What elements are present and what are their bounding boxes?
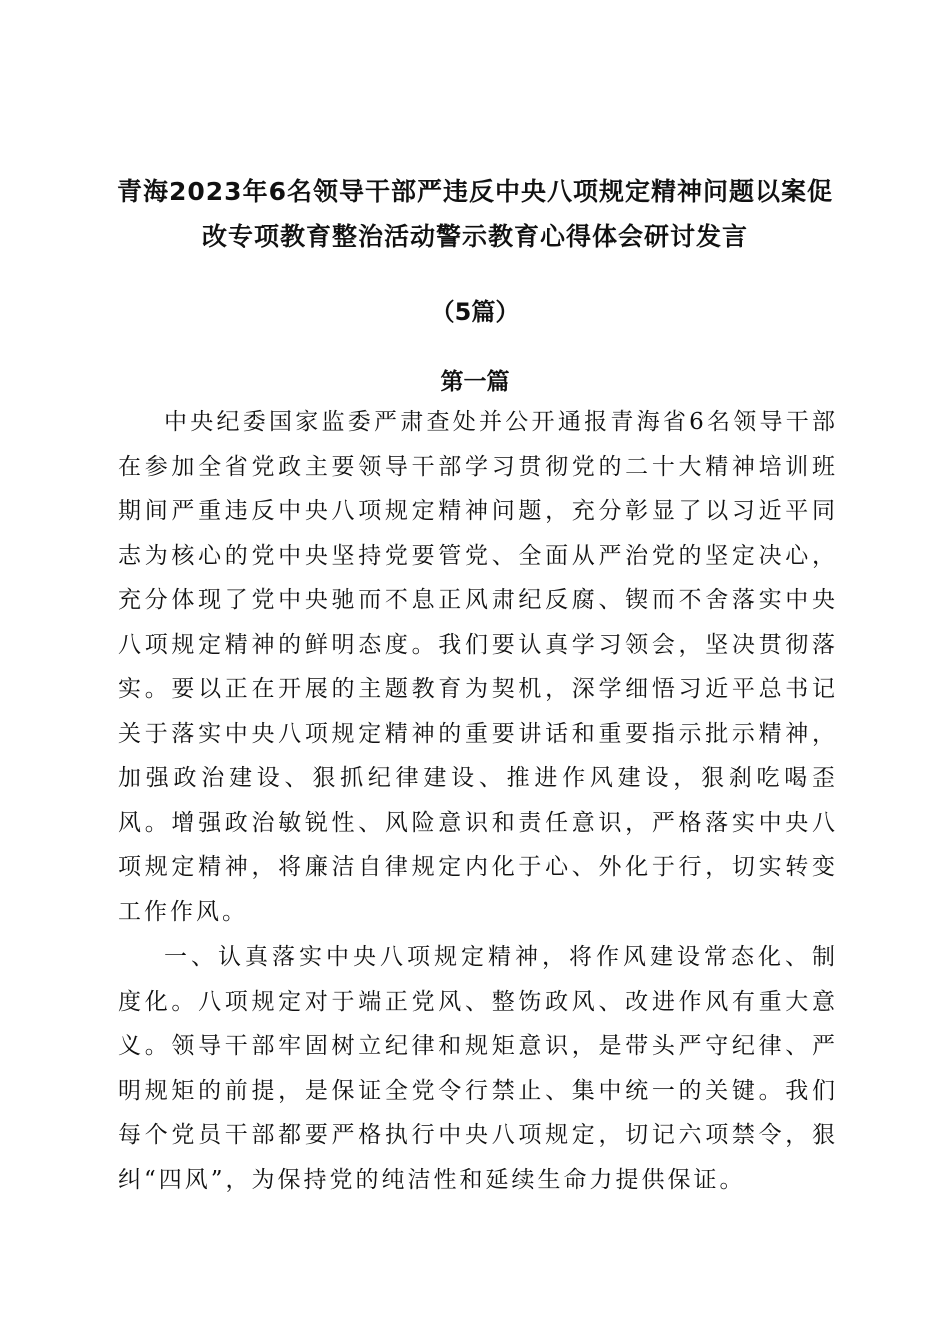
document-title-line-1: 青海2023年6名领导干部严违反中央八项规定精神问题以案促 bbox=[117, 177, 833, 206]
body-paragraph-2: 一、认真落实中央八项规定精神，将作风建设常态化、制度化。八项规定对于端正党风、整饬政风、改进作风有重大意义。领导干部牢固树立纪律和规矩意识，是带头严守纪律、严明规矩的前提，是保证全党令行禁止、集中统一的关键。我们每个党员干部都要严格执行中央八项规定，切记六项禁令，狠纠“四风”，为保持党的纯洁性和延续生命力提供保证。 bbox=[118, 944, 838, 1193]
section-heading: 第一篇 bbox=[440, 369, 510, 395]
piece-count: （5篇） bbox=[430, 298, 520, 326]
body-paragraph-1: 中央纪委国家监委严肃查处并公开通报青海省6名领导干部在参加全省党政主要领导干部学习贯彻党的二十大精神培训班期间严重违反中央八项规定精神问题，充分彰显了以习近平同志为核心的党中央坚持党要管党、全面从严治党的坚定决心，充分体现了党中央驰而不息正风肃纪反腐、锲而不舍落实中央八项规定精神的鲜明态度。我们要认真学习领会，坚决贯彻落实。要以正在开展的主题教育为契机，深学细悟习近平总书记关于落实中央八项规定精神的重要讲话和重要指示批示精神，加强政治建设、狠抓纪律建设、推进作风建设，狠刹吃喝歪风。增强政治敏锐性、风险意识和责任意识，严格落实中央八项规定精神，将廉洁自律规定内化于心、外化于行，切实转变工作作风。 bbox=[118, 409, 838, 925]
document-title-line-2: 改专项教育整治活动警示教育心得体会研讨发言 bbox=[201, 222, 748, 251]
